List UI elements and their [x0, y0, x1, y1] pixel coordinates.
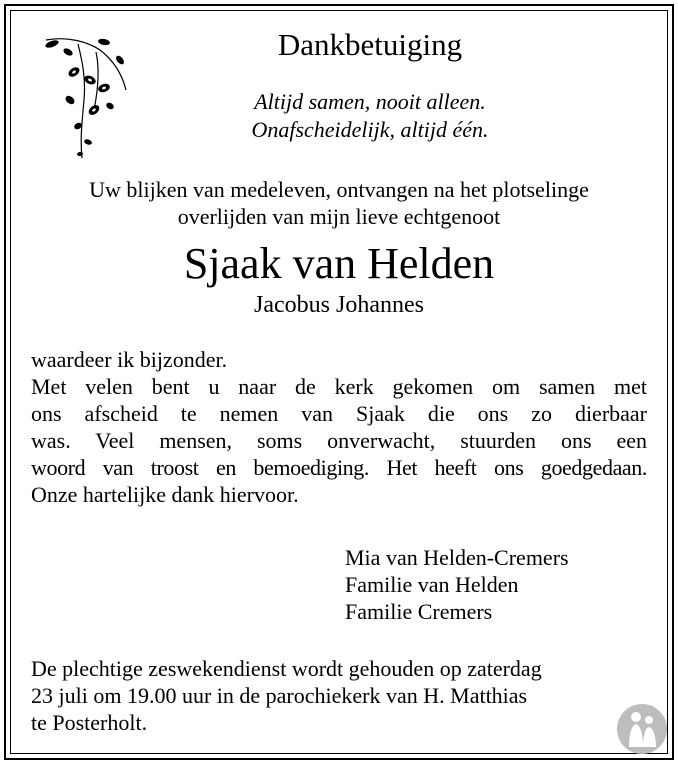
- service-notice: [31, 655, 647, 736]
- body-line: ons afscheid te nemen van Sjaak die ons zo dierbaar: [31, 401, 647, 426]
- service-line: 23 juli om 19.00 uur in de parochiekerk van H. Matthias: [31, 683, 528, 708]
- document-title: Dankbetuiging: [277, 27, 463, 62]
- intro-text: [20, 176, 658, 230]
- body-line: waardeer ik bijzonder.: [31, 347, 228, 372]
- leafy-branch-icon: [38, 30, 138, 162]
- deceased-full-name: Jacobus Johannes: [254, 292, 424, 318]
- thanks-body: [31, 346, 647, 508]
- service-line: De plechtige zeswekendienst wordt gehouden op zaterdag: [31, 656, 542, 681]
- body-line: was. Veel mensen, soms onverwacht, stuurden ons een: [31, 428, 647, 453]
- signer: Familie Cremers: [345, 599, 493, 624]
- signer: Mia van Helden-Cremers: [345, 545, 569, 570]
- motto: [160, 88, 580, 144]
- signers: [345, 544, 569, 625]
- service-line: te Posterholt.: [31, 710, 148, 735]
- body-line: Onze hartelijke dank hiervoor.: [31, 482, 299, 507]
- motto-line: Onafscheidelijk, altijd één.: [251, 117, 489, 142]
- figures-watermark-icon: [616, 703, 668, 755]
- signer: Familie van Helden: [345, 572, 519, 597]
- deceased-name: Sjaak van Helden: [183, 239, 495, 288]
- motto-line: Altijd samen, nooit alleen.: [254, 89, 486, 114]
- intro-line: overlijden van mijn lieve echtgenoot: [177, 204, 501, 229]
- body-line: Met velen bent u naar de kerk gekomen om samen met: [31, 374, 647, 399]
- body-line: woord van troost en bemoediging. Het heeft ons goedgedaan.: [31, 455, 647, 480]
- intro-line: Uw blijken van medeleven, ontvangen na het plotselinge: [89, 177, 589, 202]
